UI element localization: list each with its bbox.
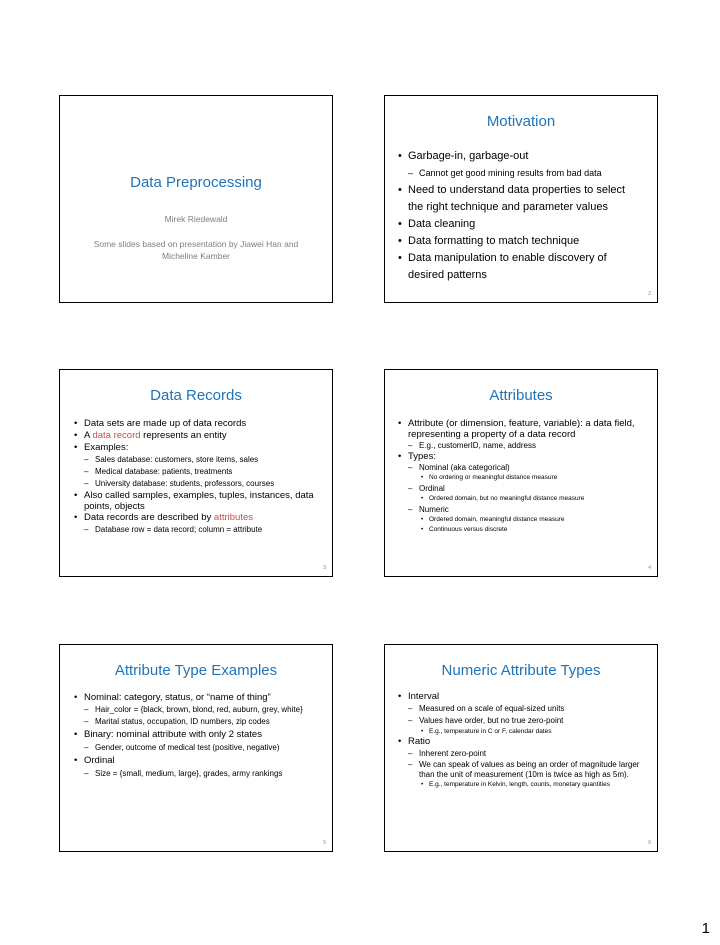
slide-4-bullet: • Types: bbox=[398, 451, 649, 462]
slide-2-bullet: • Data formatting to match technique bbox=[398, 233, 643, 250]
slide-3-bullet: • Also called samples, examples, tuples, instances, data points, objects bbox=[74, 490, 322, 512]
slide-4-subbullet: – E.g., customerID, name, address bbox=[398, 440, 649, 451]
slide-2-subbullet: – Cannot get good mining results from bad data bbox=[398, 165, 643, 182]
slide-6-bullet: • Ratio bbox=[398, 736, 649, 748]
slide-5-subbullet: – Gender, outcome of medical test (positive, negative) bbox=[74, 741, 322, 754]
slide-6-subbullet: – Values have order, but no true zero-point bbox=[398, 715, 649, 727]
slide-1-credit: Some slides based on presentation by Jiawei Han and Micheline Kamber bbox=[93, 239, 299, 261]
slide-6-title: Numeric Attribute Types bbox=[441, 662, 601, 679]
slide-4 bbox=[384, 369, 658, 577]
slide-3-bullet: • Data sets are made up of data records bbox=[74, 418, 322, 430]
slide-3-bullet bbox=[74, 430, 322, 442]
slide-4-bullets bbox=[398, 418, 649, 535]
slide-4-subsubbullet: • No ordering or meaningful distance measure bbox=[398, 473, 649, 483]
slide-5-title: Attribute Type Examples bbox=[114, 662, 278, 679]
slide-3-text: A bbox=[84, 430, 93, 441]
slide-1-title: Data Preprocessing bbox=[130, 174, 262, 191]
slide-6 bbox=[384, 644, 658, 852]
slide-3-subbullet: – Medical database: patients, treatments bbox=[74, 466, 322, 478]
slide-3-title: Data Records bbox=[150, 387, 242, 404]
slide-4-bullet: • Attribute (or dimension, feature, variable): a data field, representing a property of a data record bbox=[398, 418, 649, 440]
slide-5-bullet: • Nominal: category, status, or “name of thing” bbox=[74, 691, 322, 704]
slide-1 bbox=[59, 95, 333, 303]
slide-5-subbullet: – Hair_color = {black, brown, blond, red, auburn, grey, white} bbox=[74, 704, 322, 715]
data-record-term: data record bbox=[92, 430, 141, 441]
slide-6-subbullet: – Inherent zero-point bbox=[398, 748, 649, 760]
page-number: 1 bbox=[701, 920, 710, 937]
slide-2-title: Motivation bbox=[486, 113, 556, 130]
slide-6-number: 6 bbox=[648, 840, 651, 846]
slide-4-subbullet: – Nominal (aka categorical) bbox=[398, 462, 649, 473]
slide-5-bullet: • Ordinal bbox=[74, 754, 322, 767]
slide-5-number: 5 bbox=[323, 840, 326, 846]
slide-6-subbullet: – We can speak of values as being an order of magnitude larger than the unit of measurement (10m is twice as high as 5m). bbox=[398, 760, 649, 780]
slide-2-bullets bbox=[398, 148, 643, 284]
slide-3-bullets bbox=[74, 418, 322, 536]
slide-5-bullets bbox=[74, 691, 322, 780]
slide-3-bullet: • Examples: bbox=[74, 442, 322, 454]
slide-5 bbox=[59, 644, 333, 852]
slide-3-subbullet: – University database: students, professors, courses bbox=[74, 478, 322, 490]
slide-3-text: Data records are described by bbox=[84, 512, 214, 523]
slide-4-subsubbullet: • Ordered domain, but no meaningful distance measure bbox=[398, 494, 649, 504]
slide-1-author: Mirek Riedewald bbox=[164, 214, 228, 224]
slide-3-subbullet: – Database row = data record; column = attribute bbox=[74, 524, 322, 536]
slide-5-subbullet: – Size = {small, medium, large}, grades, army rankings bbox=[74, 767, 322, 780]
slide-3-text: represents an entity bbox=[140, 430, 227, 441]
slide-6-subbullet: – Measured on a scale of equal-sized units bbox=[398, 703, 649, 715]
slide-3-number: 3 bbox=[323, 565, 326, 571]
slide-4-subbullet: – Ordinal bbox=[398, 483, 649, 494]
slide-3-subbullet: – Sales database: customers, store items, sales bbox=[74, 454, 322, 466]
slide-2 bbox=[384, 95, 658, 303]
slide-6-bullet: • Interval bbox=[398, 691, 649, 703]
slide-3 bbox=[59, 369, 333, 577]
slide-2-bullet: • Need to understand data properties to select the right technique and parameter values bbox=[398, 182, 643, 216]
slide-2-bullet: • Garbage-in, garbage-out bbox=[398, 148, 643, 165]
slide-4-subbullet: – Numeric bbox=[398, 504, 649, 515]
slide-5-subbullet: – Marital status, occupation, ID numbers, zip codes bbox=[74, 715, 322, 728]
slide-6-subsubbullet: • E.g., temperature in Kelvin, length, counts, monetary quantities bbox=[398, 780, 649, 789]
slide-4-number: 4 bbox=[648, 565, 651, 571]
slide-6-bullets bbox=[398, 691, 649, 789]
slide-6-subsubbullet: • E.g., temperature in C or F, calendar dates bbox=[398, 727, 649, 736]
slide-3-bullet bbox=[74, 512, 322, 524]
slide-4-subsubbullet: • Ordered domain, meaningful distance measure bbox=[398, 515, 649, 525]
slide-2-number: 2 bbox=[648, 291, 651, 297]
slide-5-bullet: • Binary: nominal attribute with only 2 states bbox=[74, 728, 322, 741]
attributes-term: attributes bbox=[213, 512, 253, 523]
slide-2-bullet: • Data cleaning bbox=[398, 216, 643, 233]
slide-2-bullet: • Data manipulation to enable discovery of desired patterns bbox=[398, 250, 643, 284]
slide-4-subsubbullet: • Continuous versus discrete bbox=[398, 525, 649, 535]
slide-4-title: Attributes bbox=[489, 387, 553, 404]
